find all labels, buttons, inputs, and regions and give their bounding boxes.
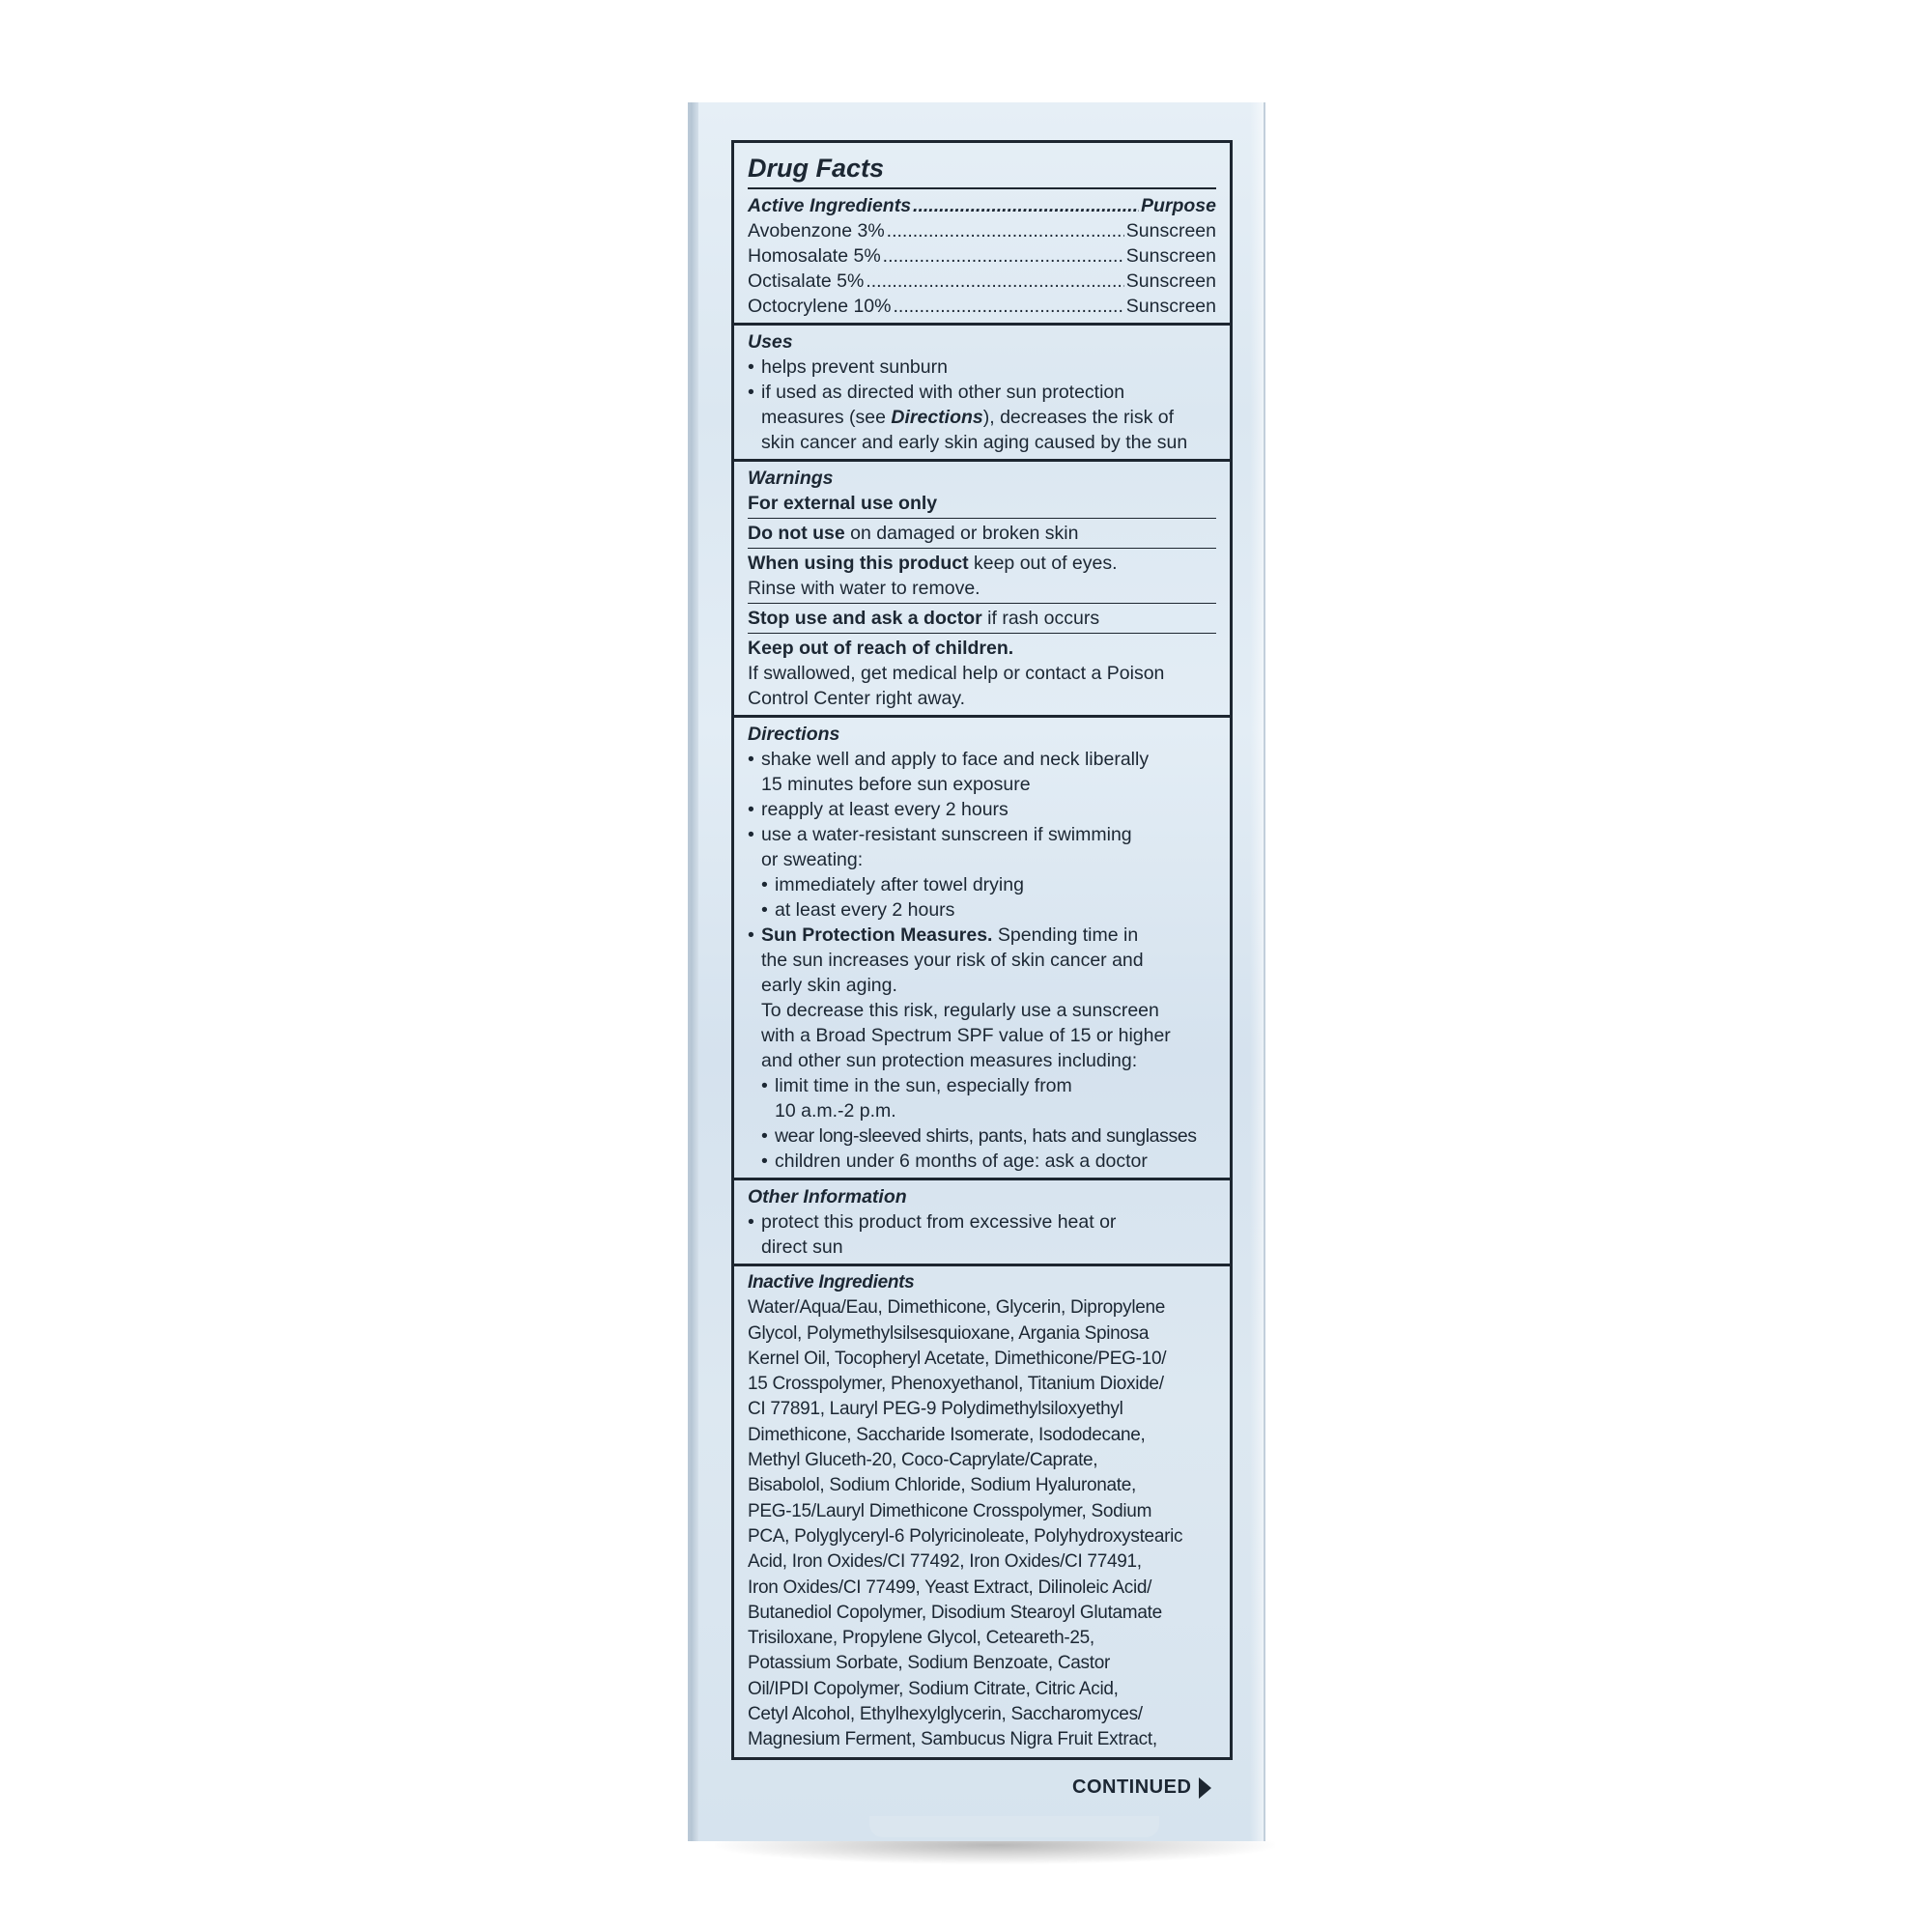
other-heading: Other Information [748,1186,907,1208]
box-bottom-flap [869,1816,1159,1837]
warning-when-using [748,551,1216,604]
drug-facts-panel [731,140,1233,1760]
inactive-line: Dimethicone, Saccharide Isomerate, Isododecane, [748,1424,1146,1445]
directions-bullet: • use a water-resistant sunscreen if swimming [748,822,1216,847]
warnings-section [734,462,1230,718]
leader-dots [866,269,1123,294]
inactive-line: Trisiloxane, Propylene Glycol, Ceteareth-25, [748,1628,1094,1649]
active-ingredients-section [734,143,1230,326]
continued-label [1072,1776,1211,1799]
warning-do-not-use [748,521,1216,549]
uses-directions-ref: Directions [891,407,983,428]
active-header-right: Purpose [1140,195,1216,216]
directions-cont: the sun increases your risk of skin cancer and [761,950,1144,971]
directions-bullet-spm [748,923,1216,948]
directions-cont: or sweating: [761,849,864,870]
warning-external [748,491,1216,519]
directions-cont: early skin aging. [761,975,897,996]
spm-heading: Sun Protection Measures. [761,924,993,946]
ingredient-purpose: Sunscreen [1125,245,1216,267]
directions-sub-bullet: • limit time in the sun, especially from [748,1073,1216,1098]
inactive-line: Oil/IPDI Copolymer, Sodium Citrate, Citric Acid, [748,1678,1119,1699]
other-information-section [734,1180,1230,1266]
inactive-line: PEG-15/Lauryl Dimethicone Crosspolymer, Sodium [748,1500,1152,1521]
directions-sub-bullet: • immediately after towel drying [748,872,1216,897]
ingredient-purpose: Sunscreen [1125,296,1216,317]
ingredient-name: Octocrylene 10% [748,296,892,317]
ingredient-name: Octisalate 5% [748,270,865,292]
inactive-line: Iron Oxides/CI 77499, Yeast Extract, Dilinoleic Acid/ [748,1577,1152,1598]
inactive-line: Water/Aqua/Eau, Dimethicone, Glycerin, Dipropylene [748,1297,1166,1319]
inactive-line: Glycol, Polymethylsilsesquioxane, Argania Spinosa [748,1322,1150,1344]
warning-text: If swallowed, get medical help or contact a Poison [748,663,1165,684]
warnings-heading: Warnings [748,468,834,489]
uses-bullet-text: helps prevent sunburn [761,356,948,378]
active-ingredient-list [748,218,1216,319]
warning-text: keep out of eyes. [968,553,1118,574]
warning-text: on damaged or broken skin [844,523,1079,544]
uses-bullet [748,355,1216,380]
leader-dots [883,243,1124,269]
inactive-line: CI 77891, Lauryl PEG-9 Polydimethylsiloxyethyl [748,1399,1123,1420]
ingredient-purpose: Sunscreen [1125,270,1216,292]
inactive-heading: Inactive Ingredients [748,1272,915,1293]
uses-text: ), decreases the risk of [982,407,1174,428]
inactive-line: 15 Crosspolymer, Phenoxyethanol, Titanium Dioxide/ [748,1374,1164,1395]
directions-bullet: • reapply at least every 2 hours [748,797,1216,822]
drug-facts-title: Drug Facts [748,154,885,183]
directions-cont: 15 minutes before sun exposure [761,774,1031,795]
warning-keep-out [748,636,1216,711]
uses-bullet-cont: skin cancer and early skin aging caused by the sun [761,432,1188,453]
warning-bold: Stop use and ask a doctor [748,608,982,629]
directions-heading: Directions [748,724,840,745]
directions-cont: with a Broad Spectrum SPF value of 15 or higher [761,1025,1171,1046]
warning-bold: For external use only [748,493,938,514]
uses-bullet-cont [748,405,1216,430]
uses-heading: Uses [748,331,793,353]
warning-text: if rash occurs [981,608,1100,629]
title-rule [748,187,1216,189]
active-ingredient-row [748,269,1216,294]
warning-bold: When using this product [748,553,969,574]
uses-bullet [748,380,1216,405]
continued-text: CONTINUED [1072,1776,1192,1798]
inactive-line: Potassium Sorbate, Sodium Benzoate, Castor [748,1653,1110,1674]
leader-dots [894,294,1124,319]
inactive-line: Acid, Iron Oxides/CI 77492, Iron Oxides/CI 77491, [748,1551,1142,1573]
directions-sub-bullet: • wear long-sleeved shirts, pants, hats and sunglasses [748,1123,1216,1149]
inactive-line: PCA, Polyglyceryl-6 Polyricinoleate, Polyhydroxystearic [748,1525,1183,1547]
inactive-ingredients-section [734,1266,1230,1757]
triangle-right-icon [1199,1777,1211,1799]
warning-stop-use [748,606,1216,634]
other-cont: direct sun [761,1236,843,1258]
inactive-ingredient-text [748,1295,1216,1752]
warning-text: Control Center right away. [748,688,966,709]
active-header-row [748,193,1216,218]
active-ingredient-row [748,218,1216,243]
other-bullet: • protect this product from excessive heat or [748,1209,1216,1235]
warning-text: Rinse with water to remove. [748,578,980,599]
directions-section [734,718,1230,1180]
ingredient-name: Avobenzone 3% [748,220,885,242]
spm-text: Spending time in [992,924,1139,946]
ingredient-purpose: Sunscreen [1125,220,1216,242]
ingredient-name: Homosalate 5% [748,245,881,267]
uses-bullet-text: if used as directed with other sun protection [761,382,1125,403]
leader-dots [887,218,1124,243]
directions-sub-bullet: • children under 6 months of age: ask a doctor [748,1149,1216,1174]
inactive-line: Butanediol Copolymer, Disodium Stearoyl Glutamate [748,1602,1162,1623]
inactive-line: Magnesium Ferment, Sambucus Nigra Fruit Extract, [748,1729,1157,1750]
warning-bold: Keep out of reach of children. [748,638,1014,659]
inactive-line: Kernel Oil, Tocopheryl Acetate, Dimethicone/PEG-10/ [748,1348,1167,1369]
active-ingredient-row [748,243,1216,269]
inactive-line: Cetyl Alcohol, Ethylhexylglycerin, Saccharomyces/ [748,1704,1143,1725]
inactive-line: Methyl Gluceth-20, Coco-Caprylate/Caprate, [748,1450,1098,1471]
directions-bullet: • shake well and apply to face and neck liberally [748,747,1216,772]
inactive-line: Bisabolol, Sodium Chloride, Sodium Hyaluronate, [748,1475,1137,1496]
active-ingredient-row [748,294,1216,319]
directions-cont: 10 a.m.-2 p.m. [775,1100,896,1122]
directions-sub-bullet: • at least every 2 hours [748,897,1216,923]
directions-cont: To decrease this risk, regularly use a sunscreen [761,1000,1159,1021]
leader-dots [913,193,1139,218]
directions-cont: and other sun protection measures including: [761,1050,1138,1071]
active-header-left: Active Ingredients [748,195,912,216]
uses-text: measures (see [761,407,892,428]
uses-section [734,326,1230,462]
warning-bold: Do not use [748,523,845,544]
